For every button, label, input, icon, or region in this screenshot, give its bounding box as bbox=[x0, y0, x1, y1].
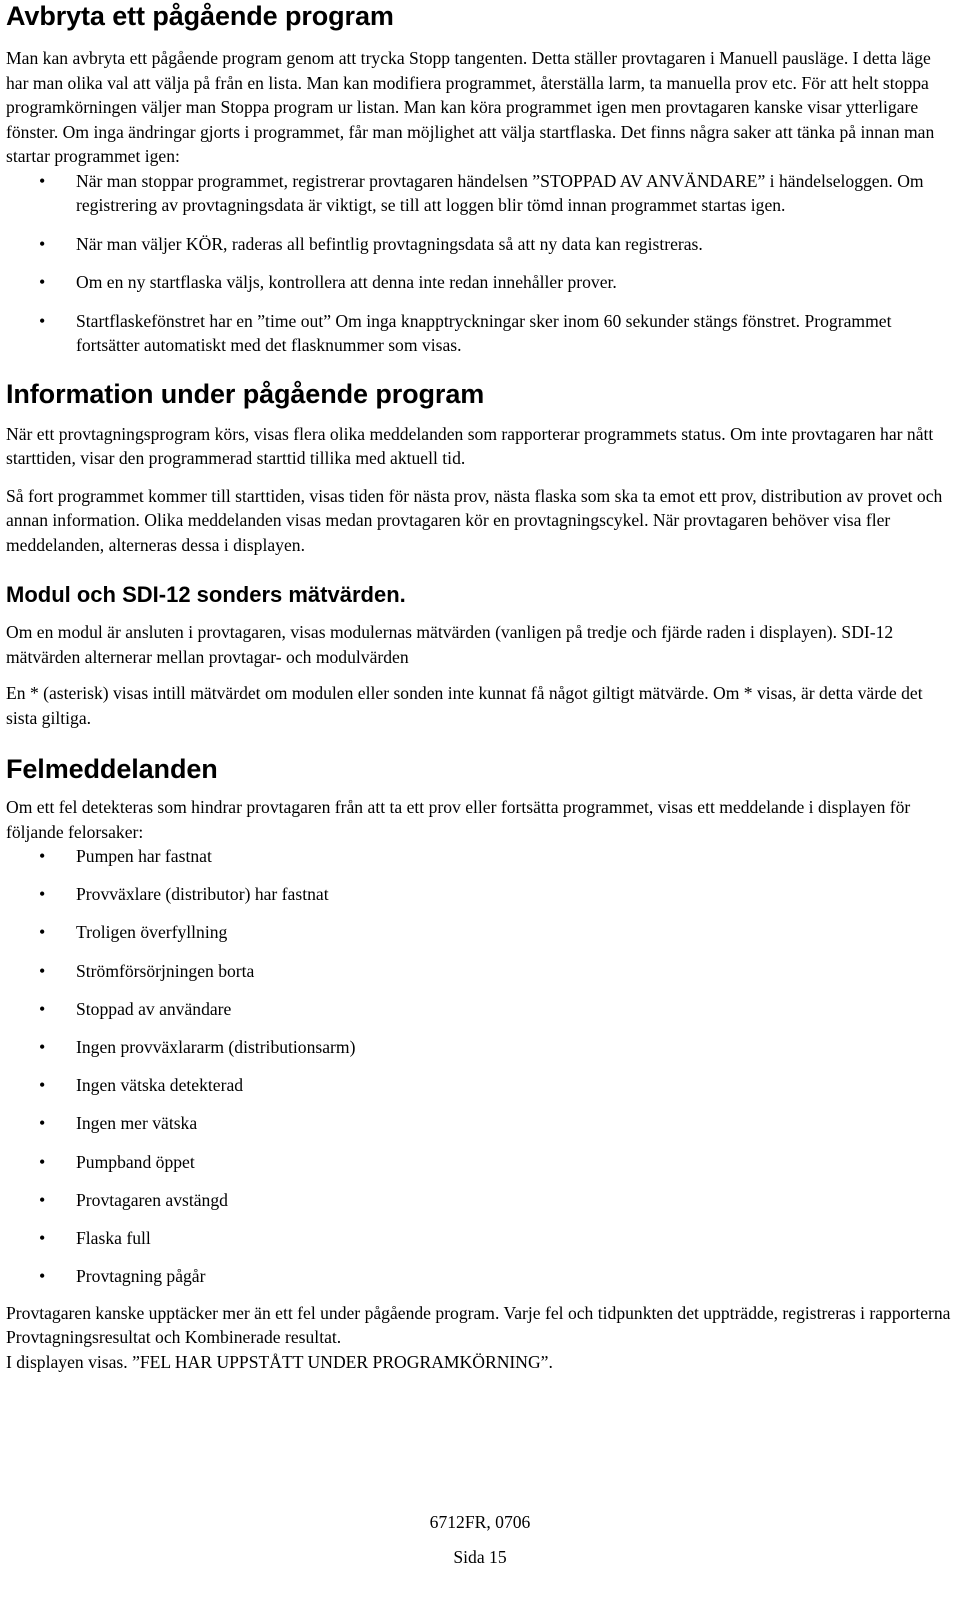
section-title-modul: Modul och SDI-12 sonders mätvärden. bbox=[6, 582, 406, 607]
list-item: • Ingen provväxlararm (distributionsarm) bbox=[6, 1035, 954, 1060]
paragraph-felmeddelanden-3: I displayen visas. ”FEL HAR UPPSTÅTT UNDER PROGRAMKÖRNING”. bbox=[6, 1351, 553, 1372]
list-item: • Ingen mer vätska bbox=[6, 1111, 954, 1136]
paragraph-felmeddelanden-1: Om ett fel detekteras som hindrar provtagaren från att ta ett prov eller fortsätta programmet, visas ett meddelande i displayen för följande felorsaker: bbox=[6, 797, 911, 842]
list-item: • Troligen överfyllning bbox=[6, 920, 954, 945]
paragraph-information-2: Så fort programmet kommer till starttiden, visas tiden för nästa prov, nästa flaska som ska ta emot ett prov, distribution av provet och annan information. Olika meddelanden visas medan provtagaren kör en provtagningscykel. När provtagaren behöver visa fler meddelanden, alterneras dessa i displayen. bbox=[6, 485, 943, 555]
section-title-felmeddelanden: Felmeddelanden bbox=[6, 754, 218, 784]
document-page bbox=[6, 0, 954, 1567]
error-cause-list bbox=[6, 844, 954, 1289]
list-item: • När man stoppar programmet, registrerar provtagaren händelsen ”STOPPAD AV ANVÄNDARE” i händelseloggen. Om registrering av provtagningsdata är viktigt, se till att loggen blir tömd innan programmet startas igen. bbox=[6, 169, 954, 218]
list-item: • Om en ny startflaska väljs, kontrollera att denna inte redan innehåller prover. bbox=[6, 270, 954, 295]
list-item: • Provtagaren avstängd bbox=[6, 1188, 954, 1213]
paragraph-modul-1: Om en modul är ansluten i provtagaren, visas modulernas mätvärden (vanligen på tredje och fjärde raden i displayen). SDI-12 mätvärden alternerar mellan provtagar- och modulvärden bbox=[6, 622, 894, 667]
list-item: • Ingen vätska detekterad bbox=[6, 1073, 954, 1098]
footer-page-number: Sida 15 bbox=[453, 1547, 507, 1567]
list-item: • Pumpen har fastnat bbox=[6, 844, 954, 869]
section-title-avbryta: Avbryta ett pågående program bbox=[6, 1, 394, 31]
list-item: • När man väljer KÖR, raderas all befintlig provtagningsdata så att ny data kan registreras. bbox=[6, 232, 954, 257]
footer-doc-id: 6712FR, 0706 bbox=[429, 1512, 531, 1532]
list-item: • Provtagning pågår bbox=[6, 1264, 954, 1289]
bullet-list-avbryta bbox=[6, 169, 954, 358]
paragraph-modul-2: En * (asterisk) visas intill mätvärdet om modulen eller sonden inte kunnat få något giltigt mätvärde. Om * visas, är detta värde det sista giltiga. bbox=[6, 683, 923, 728]
section-title-information: Information under pågående program bbox=[6, 378, 485, 409]
paragraph-information-1: När ett provtagningsprogram körs, visas flera olika meddelanden som rapporterar programmets status. Om inte provtagaren har nått starttiden, visar den programmerad starttid tillika med aktuell tid. bbox=[6, 423, 934, 468]
paragraph-felmeddelanden-2: Provtagaren kanske upptäcker mer än ett fel under pågående program. Varje fel och tidpunkten det uppträdde, registreras i rapporterna Provtagningsresultat och Kombinerade resultat. bbox=[6, 1302, 951, 1348]
list-item: • Strömförsörjningen borta bbox=[6, 959, 954, 984]
list-item: • Startflaskefönstret har en ”time out” Om inga knapptryckningar sker inom 60 sekunder stängs fönstret. Programmet fortsätter automatiskt med det flasknummer som visas. bbox=[6, 309, 954, 358]
list-item: • Pumpband öppet bbox=[6, 1150, 954, 1175]
paragraph-avbryta: Man kan avbryta ett pågående program genom att trycka Stopp tangenten. Detta ställer provtagaren i Manuell pausläge. I detta läge har man olika val att välja på från en lista. Man kan modifiera programmet, återställa larm, ta manuella prov etc. För att helt stoppa programkörningen väljer man Stoppa program ur listan. Man kan köra programmet igen men provtagaren kanske visar ytterligare fönster. Om inga ändringar gjorts i programmet, får man möjlighet att välja startflaska. Det finns några saker att tänka på innan man startar programmet igen: bbox=[6, 48, 935, 166]
list-item: • Provväxlare (distributor) har fastnat bbox=[6, 882, 954, 907]
list-item: • Stoppad av användare bbox=[6, 997, 954, 1022]
list-item: • Flaska full bbox=[6, 1226, 954, 1251]
